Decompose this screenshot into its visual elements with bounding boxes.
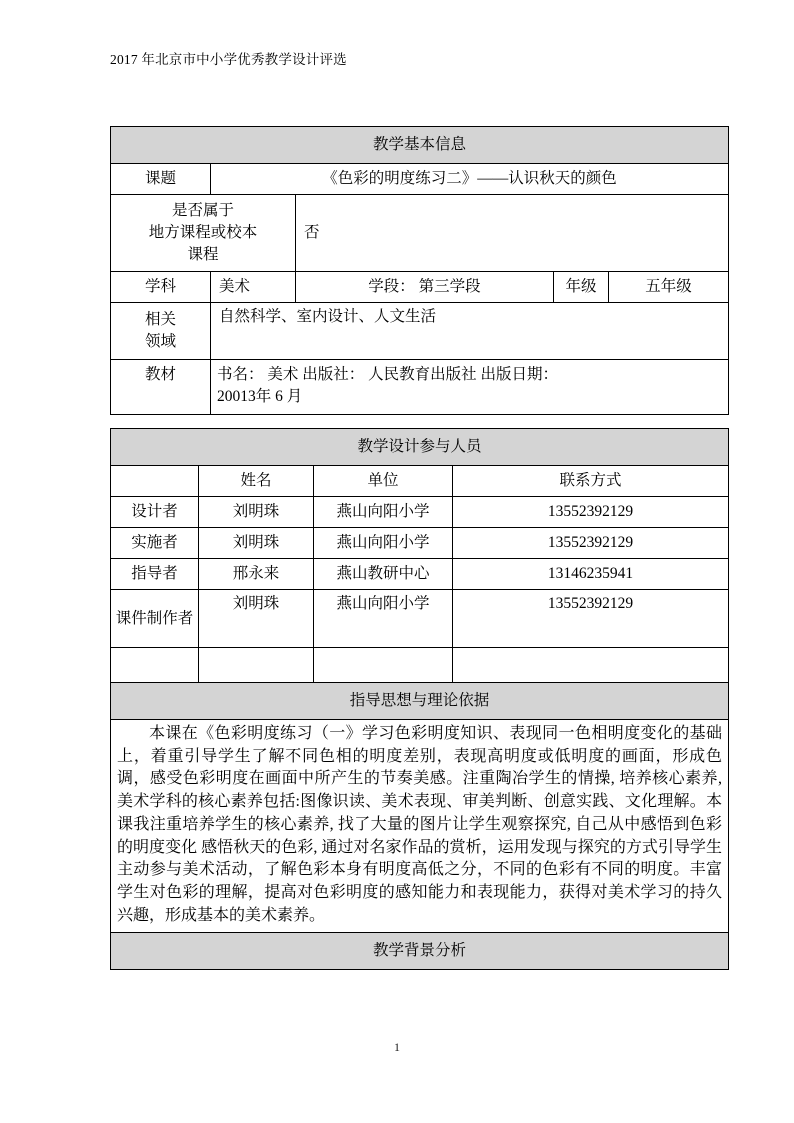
value-subject: 美术 [211,272,296,303]
label-grade: 年级 [554,272,609,303]
cell-contact: 13552392129 [453,497,729,528]
table-basic-info [110,126,729,415]
label-local-course [111,195,296,272]
cell-contact: 13146235941 [453,559,729,590]
label-local-course-line3: 课程 [187,246,219,263]
table-header-row [111,466,729,497]
cell-role: 指导者 [111,559,199,590]
cell-role: 课件制作者 [111,590,199,648]
cell-name [199,648,314,683]
value-local-course: 否 [296,195,729,272]
cell-unit [314,648,453,683]
section-title-participants: 教学设计参与人员 [111,429,729,466]
table-row-section-title [111,933,729,970]
cell-contact: 13552392129 [453,528,729,559]
table-row-local-course [111,195,729,272]
value-related-fields: 自然科学、室内设计、人文生活 [211,303,729,360]
table-row-section-title [111,127,729,164]
value-textbook-line2: 20013年 6 月 [217,388,303,405]
cell-role: 实施者 [111,528,199,559]
cell-unit: 燕山教研中心 [314,559,453,590]
table-row [111,497,729,528]
table-row [111,590,729,648]
guiding-ideology-paragraph: 本课在《色彩明度练习（一》学习色彩明度知识、表现同一色相明度变化的基础上，着重引导学生了解不同色相的明度差别，表现高明度或低明度的画面，形成色调，感受色彩明度在画面中所产生的节奏美感。注重陶冶学生的情操, 培养核心素养, 美术学科的核心素养包括:图像识读、美术表现、审美判断、创意实践、文化理解。本课我注重培养学生的核心素养, 找了大量的图片让学生观察探究, 自己从中感悟到色彩的明度变化 感悟秋天的色彩, 通过对名家作品的赏析，运用发现与探究的方式引导学生主动参与美术活动，了解色彩本身有明度高低之分，不同的色彩有不同的明度。丰富学生对色彩的理解，提高对色彩明度的感知能力和表现能力，获得对美术学习的持久兴趣，形成基本的美术素养。 [117,725,723,924]
value-stage: 学段： 第三学段 [296,272,554,303]
cell-name: 刘明珠 [199,497,314,528]
value-grade: 五年级 [609,272,729,303]
cell-contact [453,648,729,683]
section-title-basic-info: 教学基本信息 [111,127,729,164]
guiding-ideology-body [111,720,729,933]
column-header-role [111,466,199,497]
table-row-guiding-body [111,720,729,933]
label-related-fields [111,303,211,360]
value-textbook [211,360,729,415]
table-row-empty [111,648,729,683]
page-number: 1 [394,1040,400,1054]
cell-name: 刘明珠 [199,590,314,648]
cell-unit: 燕山向阳小学 [314,528,453,559]
table-row-textbook [111,360,729,415]
label-related-fields-line1: 相关 [144,311,176,328]
column-header-unit: 单位 [314,466,453,497]
value-textbook-line1: 书名： 美术 出版社： 人民教育出版社 出版日期： [217,366,559,383]
cell-name: 邢永来 [199,559,314,590]
label-textbook: 教材 [111,360,211,415]
table-row-subject [111,272,729,303]
table-row [111,528,729,559]
table-row [111,559,729,590]
label-topic: 课题 [111,164,211,195]
label-related-fields-line2: 领域 [144,333,176,350]
cell-unit: 燕山向阳小学 [314,497,453,528]
cell-role [111,648,199,683]
cell-role: 设计者 [111,497,199,528]
section-title-guiding-ideology: 指导思想与理论依据 [111,683,729,720]
cell-contact: 13552392129 [453,590,729,648]
column-header-name: 姓名 [199,466,314,497]
table-row-section-title [111,429,729,466]
table-row-related-fields [111,303,729,360]
table-row-topic [111,164,729,195]
cell-name: 刘明珠 [199,528,314,559]
label-local-course-line2: 地方课程或校本 [148,224,258,241]
label-local-course-line1: 是否属于 [171,202,234,219]
label-subject: 学科 [111,272,211,303]
document-header-line: 2017 年北京市中小学优秀教学设计评选 [110,52,347,67]
column-header-contact: 联系方式 [453,466,729,497]
table-row-section-title [111,683,729,720]
table-participants [110,428,729,970]
section-title-background-analysis: 教学背景分析 [111,933,729,970]
cell-unit: 燕山向阳小学 [314,590,453,648]
value-topic: 《色彩的明度练习二》——认识秋天的颜色 [211,164,729,195]
